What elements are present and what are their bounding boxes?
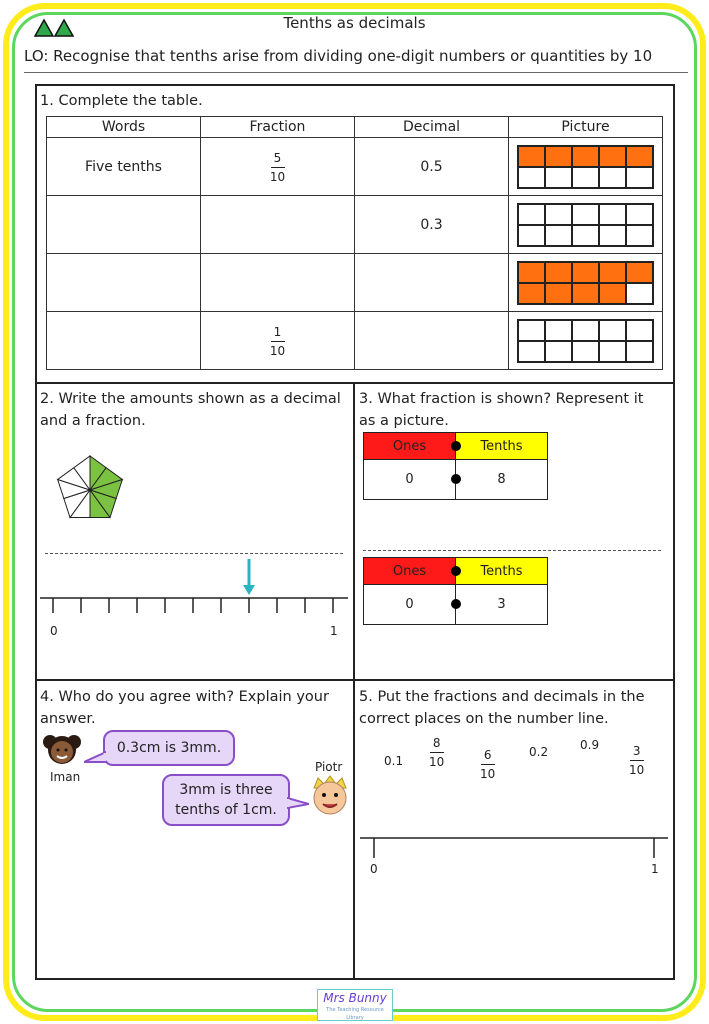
- numerator: 6: [483, 748, 492, 762]
- table-row: [47, 138, 663, 196]
- brand-logo: [317, 989, 393, 1021]
- table-row: [47, 254, 663, 312]
- tenth-cell[interactable]: [626, 320, 653, 341]
- tenths-header: Tenths: [456, 558, 548, 585]
- tenth-cell[interactable]: [545, 320, 572, 341]
- cell-decimal[interactable]: 0.5: [355, 138, 509, 196]
- cell-decimal[interactable]: [355, 312, 509, 370]
- tenth-cell[interactable]: [599, 225, 626, 246]
- tenth-cell[interactable]: [626, 225, 653, 246]
- item-decimal-0-1[interactable]: 0.1: [384, 754, 404, 768]
- tenth-cell[interactable]: [572, 167, 599, 188]
- speech-tail-icon: [287, 796, 309, 812]
- q2-prompt-line2: and a fraction.: [40, 413, 146, 429]
- cell-decimal[interactable]: [355, 254, 509, 312]
- item-fraction-3-10[interactable]: [629, 740, 644, 777]
- piotr-line1: 3mm is three: [179, 782, 273, 798]
- q5-number-line: [360, 830, 670, 860]
- cell-words[interactable]: Five tenths: [47, 138, 201, 196]
- cell-fraction[interactable]: [201, 138, 355, 196]
- header-decimal: Decimal: [355, 117, 509, 138]
- tenth-cell[interactable]: [518, 320, 545, 341]
- tenth-cell[interactable]: [518, 167, 545, 188]
- piotr-speech-bubble: [162, 774, 290, 826]
- divider-center: [353, 382, 355, 979]
- numerator: 5: [273, 150, 282, 165]
- denominator: 10: [480, 767, 496, 781]
- tenth-cell[interactable]: [599, 283, 626, 304]
- ones-value: 0: [364, 585, 456, 625]
- item-fraction-8-10[interactable]: [429, 732, 444, 769]
- tenth-cell[interactable]: [518, 225, 545, 246]
- cell-words[interactable]: [47, 196, 201, 254]
- decimal-point-icon: [451, 441, 461, 451]
- numerator: 1: [273, 324, 282, 339]
- tenth-cell[interactable]: [572, 283, 599, 304]
- tenth-cell[interactable]: [518, 146, 545, 167]
- iman-speech-bubble: 0.3cm is 3mm.: [103, 730, 235, 766]
- tenth-cell[interactable]: [626, 204, 653, 225]
- q2-prompt-line1: 2. Write the amounts shown as a decimal: [40, 391, 341, 407]
- denominator: 10: [269, 343, 286, 358]
- tenth-cell[interactable]: [599, 167, 626, 188]
- ones-value: 0: [364, 460, 456, 500]
- q1-prompt: 1. Complete the table.: [40, 93, 203, 109]
- cell-picture[interactable]: [509, 254, 663, 312]
- tenth-cell[interactable]: [545, 341, 572, 362]
- brand-tagline: The Teaching Resource Library: [326, 1007, 384, 1021]
- numerator: 8: [432, 736, 441, 750]
- divider-q4: [35, 679, 675, 681]
- fraction: [270, 151, 285, 184]
- cell-fraction[interactable]: [201, 312, 355, 370]
- tenth-cell[interactable]: [599, 262, 626, 283]
- tenths-grid: [517, 203, 654, 247]
- tenth-cell[interactable]: [572, 146, 599, 167]
- tenths-value: 8: [456, 460, 548, 500]
- q3-prompt-line1: 3. What fraction is shown? Represent it: [359, 391, 644, 407]
- tenths-grid: [517, 145, 654, 189]
- q2-line-start: 0: [50, 624, 58, 638]
- tenth-cell[interactable]: [545, 167, 572, 188]
- tenth-cell[interactable]: [626, 167, 653, 188]
- cell-words[interactable]: [47, 312, 201, 370]
- denominator: 10: [269, 169, 286, 184]
- q5-line-start: 0: [370, 862, 378, 876]
- header-words: Words: [47, 117, 201, 138]
- q4-prompt-line1: 4. Who do you agree with? Explain your: [40, 689, 329, 705]
- piotr-line2: tenths of 1cm.: [175, 802, 277, 818]
- table-row: [47, 312, 663, 370]
- iman-avatar-icon: [40, 730, 84, 770]
- learning-objective: LO: Recognise that tenths arise from dividing one-digit numbers or quantities by 10: [24, 47, 653, 65]
- brand-name: Mrs Bunny: [323, 991, 387, 1005]
- q3-dashed-divider: [363, 550, 661, 551]
- tenth-cell[interactable]: [545, 283, 572, 304]
- q5-prompt-line1: 5. Put the fractions and decimals in the: [359, 689, 645, 705]
- q3-prompt-line2: as a picture.: [359, 413, 449, 429]
- denominator: 10: [629, 763, 645, 777]
- tenths-header: Tenths: [456, 433, 548, 460]
- q2-number-line: [40, 555, 350, 640]
- tenth-cell[interactable]: [518, 283, 545, 304]
- header-fraction: Fraction: [201, 117, 355, 138]
- down-arrow-icon: [243, 585, 255, 595]
- tenth-cell[interactable]: [572, 341, 599, 362]
- q5-line-end: 1: [651, 862, 659, 876]
- tenth-cell[interactable]: [626, 283, 653, 304]
- cell-picture[interactable]: [509, 312, 663, 370]
- page-title: Tenths as decimals: [283, 14, 426, 32]
- tenth-cell[interactable]: [599, 146, 626, 167]
- denominator: 10: [429, 755, 445, 769]
- table-row: [47, 196, 663, 254]
- q5-prompt-line2: correct places on the number line.: [359, 711, 609, 727]
- tenth-cell[interactable]: [599, 341, 626, 362]
- tenths-grid: [517, 319, 654, 363]
- tenth-cell[interactable]: [572, 204, 599, 225]
- item-decimal-0-9[interactable]: 0.9: [580, 738, 600, 752]
- cell-words[interactable]: [47, 254, 201, 312]
- tenth-cell[interactable]: [572, 320, 599, 341]
- tenth-cell[interactable]: [626, 341, 653, 362]
- q4-prompt-line2: answer.: [40, 711, 96, 727]
- decimal-point-icon: [451, 474, 461, 484]
- decimal-point-icon: [451, 599, 461, 609]
- cell-fraction[interactable]: [201, 254, 355, 312]
- tenth-cell[interactable]: [545, 146, 572, 167]
- cell-decimal[interactable]: 0.3: [355, 196, 509, 254]
- tenths-value: 3: [456, 585, 548, 625]
- q2-dashed-divider: [45, 553, 343, 554]
- pentagon-fraction-icon: [52, 452, 128, 524]
- decimal-point-icon: [451, 566, 461, 576]
- tenth-cell[interactable]: [518, 262, 545, 283]
- tenth-cell[interactable]: [599, 204, 626, 225]
- ones-header: Ones: [364, 433, 456, 460]
- ones-header: Ones: [364, 558, 456, 585]
- cell-picture[interactable]: [509, 196, 663, 254]
- tenth-cell[interactable]: [518, 341, 545, 362]
- tenth-cell[interactable]: [545, 262, 572, 283]
- q2-line-end: 1: [330, 624, 338, 638]
- tenth-cell[interactable]: [572, 262, 599, 283]
- cell-fraction[interactable]: [201, 196, 355, 254]
- fraction: [270, 325, 285, 358]
- iman-name: Iman: [50, 770, 81, 784]
- item-decimal-0-2[interactable]: 0.2: [529, 745, 549, 759]
- piotr-avatar-icon: [308, 774, 352, 816]
- tenth-cell[interactable]: [518, 204, 545, 225]
- header-picture: Picture: [509, 117, 663, 138]
- piotr-name: Piotr: [315, 760, 343, 774]
- tenth-cell[interactable]: [626, 146, 653, 167]
- tenth-cell[interactable]: [626, 262, 653, 283]
- item-fraction-6-10[interactable]: [480, 744, 495, 781]
- tenth-cell[interactable]: [545, 225, 572, 246]
- divider-q1: [35, 382, 675, 384]
- header-divider: [24, 72, 688, 73]
- cell-picture[interactable]: [509, 138, 663, 196]
- q1-table: [46, 116, 663, 370]
- speech-tail-icon: [84, 750, 106, 766]
- tenths-grid: [517, 261, 654, 305]
- tenth-cell[interactable]: [545, 204, 572, 225]
- tenth-cell[interactable]: [572, 225, 599, 246]
- numerator: 3: [632, 744, 641, 758]
- tenth-cell[interactable]: [599, 320, 626, 341]
